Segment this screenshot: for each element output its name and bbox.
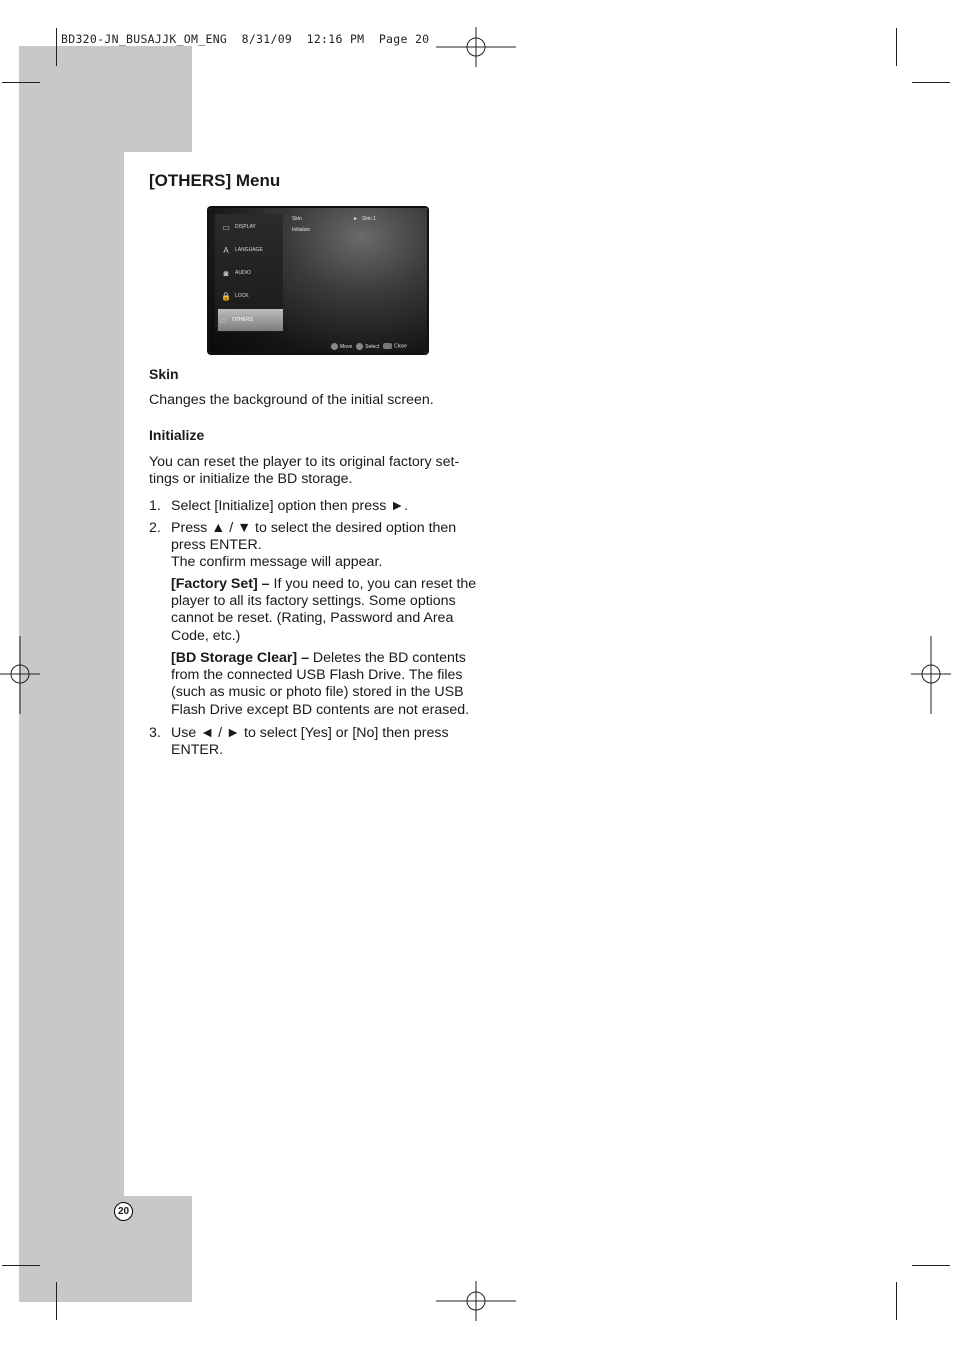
crop-mark xyxy=(2,1265,40,1266)
osd-menu-label: AUDIO xyxy=(235,270,251,276)
osd-menu-label: OTHERS xyxy=(232,317,253,323)
select-icon xyxy=(356,343,363,350)
osd-options xyxy=(292,216,382,233)
select-hint: Select xyxy=(356,343,379,350)
osd-menu-item-audio xyxy=(221,265,283,281)
bd-storage-clear-description: [BD Storage Clear] – Deletes the BD contents from the connected USB Flash Drive. The files (such as music or photo file) stored in the USB Flash Drive except BD contents are not erased. xyxy=(171,650,470,718)
skin-description: Changes the background of the initial screen. xyxy=(149,392,434,408)
osd-option-label: Skin xyxy=(292,216,302,222)
osd-option-value: Skin 1 xyxy=(362,216,376,222)
initialize-heading: Initialize xyxy=(149,427,205,443)
step-3: Use ◄ / ► to select [Yes] or [No] then press ENTER. xyxy=(171,725,449,759)
arrow-right-icon: ► xyxy=(353,216,358,222)
step-number: 1. xyxy=(149,498,161,514)
crop-mark xyxy=(896,28,897,66)
return-icon xyxy=(383,343,392,349)
skin-heading: Skin xyxy=(149,366,179,382)
move-icon xyxy=(331,343,338,350)
crop-mark xyxy=(912,82,950,83)
registration-mark-left xyxy=(0,636,40,714)
audio-icon: ◙ xyxy=(223,268,229,278)
registration-mark-top xyxy=(436,27,516,67)
language-icon: A xyxy=(223,245,229,255)
factory-set-label: [Factory Set] – xyxy=(171,576,270,592)
step-number: 3. xyxy=(149,725,161,741)
section-title: [OTHERS] Menu xyxy=(149,171,281,190)
osd-menu-label: LOCK xyxy=(235,293,249,299)
close-hint: Close xyxy=(383,343,407,349)
osd-menu-label: LANGUAGE xyxy=(235,247,263,253)
factory-set-description: [Factory Set] – If you need to, you can reset the player to all its factory settings. Some options cannot be reset. (Rating, Password and Area Code, etc.) xyxy=(171,576,477,644)
gray-band-bottom xyxy=(124,1196,192,1302)
crop-mark xyxy=(912,1265,950,1266)
osd-menu-item-others xyxy=(218,309,283,331)
osd-menu-item-language xyxy=(221,242,283,258)
crop-mark xyxy=(56,28,57,66)
gray-band-side xyxy=(19,152,124,1302)
osd-menu-label: DISPLAY xyxy=(235,224,256,230)
display-icon: ▭ xyxy=(222,222,230,232)
page-number: 20 xyxy=(114,1202,133,1221)
others-menu-screenshot xyxy=(209,208,427,353)
registration-mark-bottom xyxy=(436,1281,516,1321)
step-2: Press ▲ / ▼ to select the desired option then press ENTER. The confirm message will appear. xyxy=(171,520,457,571)
bd-storage-clear-label: [BD Storage Clear] – xyxy=(171,650,309,666)
osd-footer xyxy=(331,343,407,350)
crop-mark xyxy=(56,1282,57,1320)
step-number: 2. xyxy=(149,520,161,536)
initialize-intro: You can reset the player to its original factory set- tings or initialize the BD storage. xyxy=(149,454,460,488)
step-1: Select [Initialize] option then press ►. xyxy=(171,498,409,514)
lock-icon: 🔒 xyxy=(221,291,231,301)
gray-band-top xyxy=(19,46,192,152)
osd-menu-item-lock xyxy=(221,288,283,304)
move-hint: Move xyxy=(331,343,352,350)
registration-mark-right xyxy=(911,636,951,714)
crop-mark xyxy=(896,1282,897,1320)
print-slug: BD320-JN_BUSAJJK_OM_ENG 8/31/09 12:16 PM Page 20 xyxy=(61,32,430,46)
crop-mark xyxy=(2,82,40,83)
osd-option-skin xyxy=(292,216,382,227)
osd-menu-item-display xyxy=(221,219,283,235)
others-icon: ▭ xyxy=(219,315,227,325)
osd-option-initialize: Initialize xyxy=(292,227,311,233)
